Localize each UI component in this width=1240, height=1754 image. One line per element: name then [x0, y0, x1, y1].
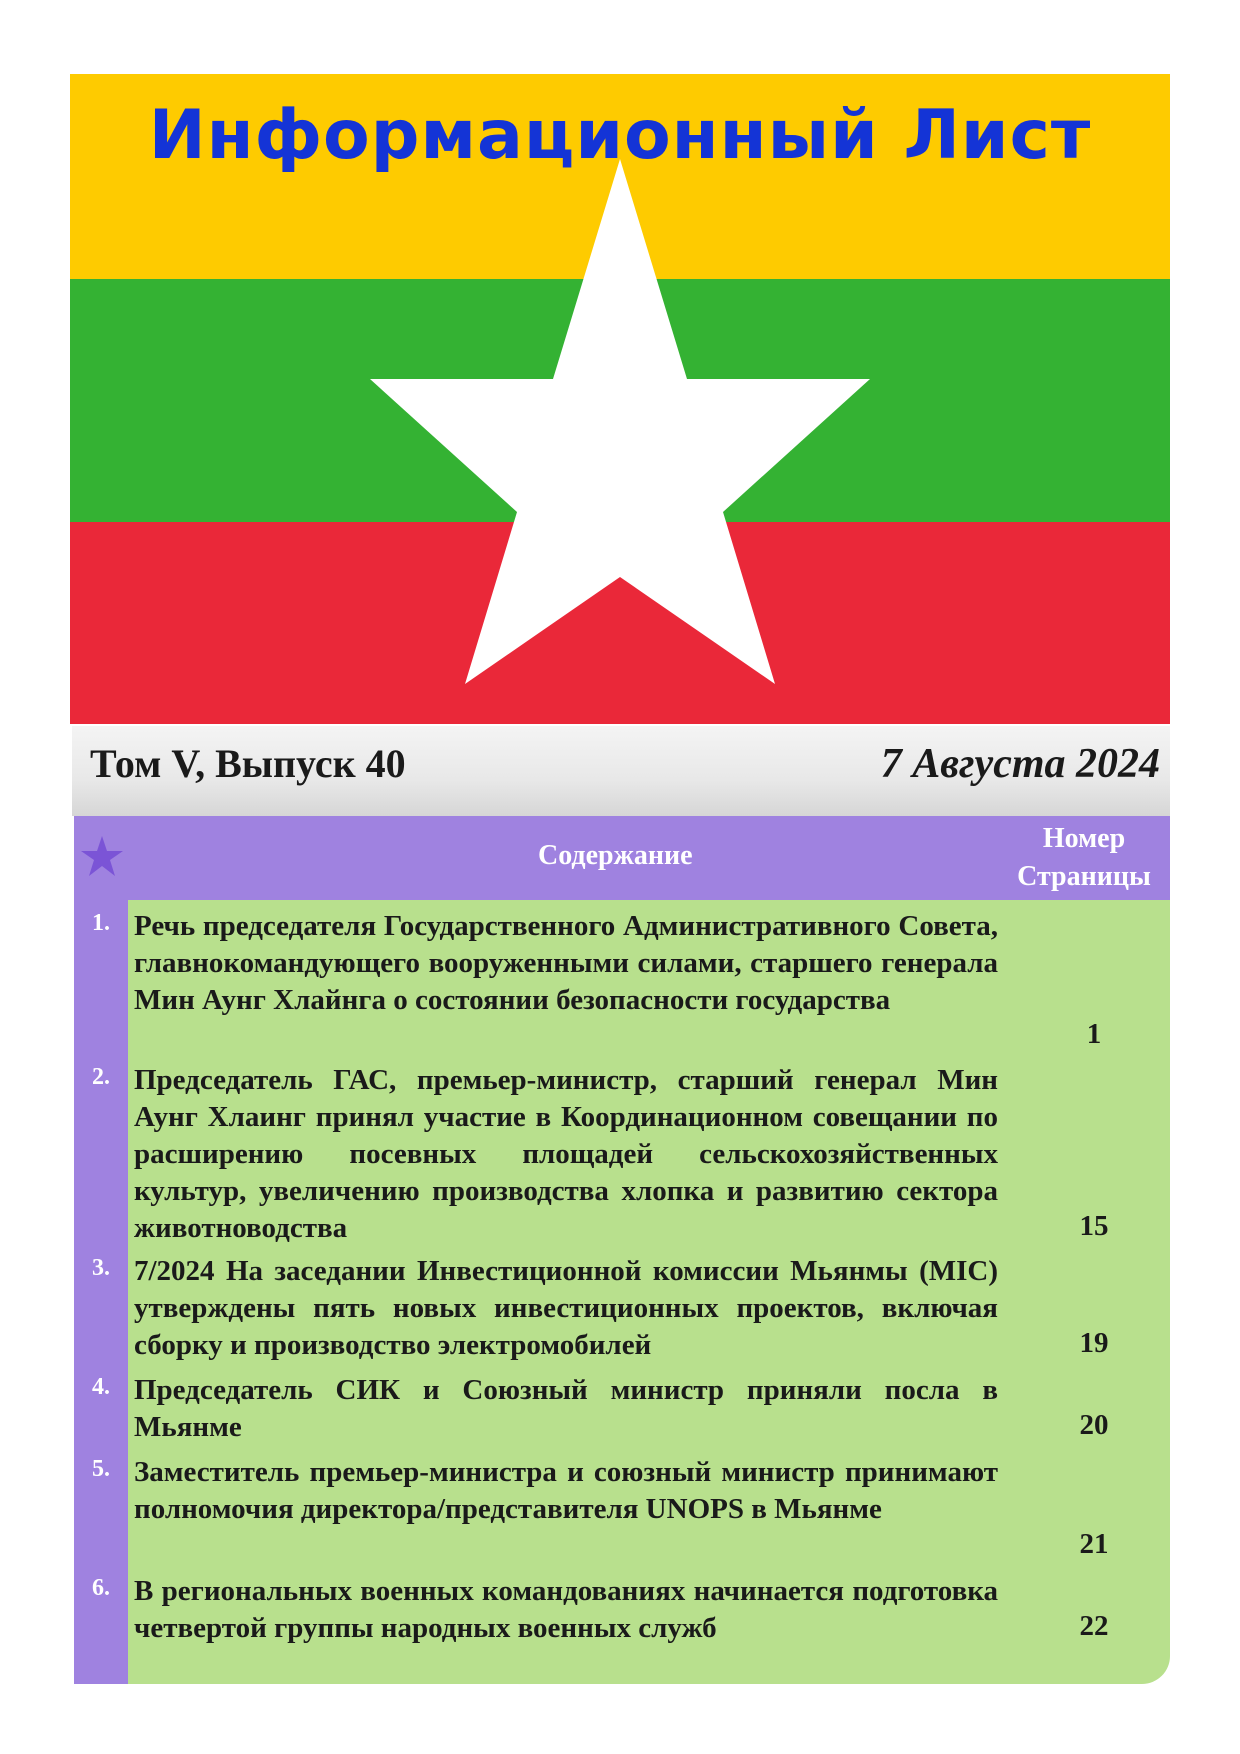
- toc-contents-label: Содержание: [538, 840, 693, 871]
- item-title: В региональных военных командованиях начинается подготовка четвертой группы народных военных служб: [134, 1575, 998, 1644]
- item-page: 20: [1079, 1409, 1109, 1441]
- star-icon: [80, 834, 124, 878]
- volume-issue: Том V, Выпуск 40: [90, 741, 406, 786]
- item-page: 22: [1079, 1610, 1109, 1642]
- item-title: Речь председателя Государственного Административного Совета, главнокомандующего вооруженными силами, старшего генерала Мин Аунг Хлайнга о состоянии безопасности государства: [134, 910, 998, 1016]
- toc-page-label: [1004, 820, 1164, 896]
- table-of-contents: [74, 816, 1170, 1684]
- item-number: 5.: [92, 1456, 110, 1482]
- page-title: Информационный Лист: [148, 96, 1092, 175]
- item-page: 19: [1079, 1327, 1109, 1359]
- item-page: 1: [1086, 1018, 1102, 1050]
- item-number: 4.: [92, 1374, 110, 1400]
- item-page: 21: [1079, 1528, 1109, 1560]
- item-number: 2.: [92, 1064, 110, 1090]
- item-title: Председатель ГАС, премьер-министр, старший генерал Мин Аунг Хлаинг принял участие в Координационном совещании по расширению посевных площадей сельскохозяйственных культур, увеличению производства хлопка и развитию сектора животноводства: [134, 1064, 998, 1244]
- issue-bar: [72, 726, 1170, 816]
- toc-page-label-line1: Номер: [1042, 823, 1126, 854]
- item-title: Заместитель премьер-министра и союзный министр принимают полномочия директора/представителя UNOPS в Мьянме: [134, 1456, 998, 1525]
- flag-banner: [70, 74, 1170, 724]
- item-title: Председатель СИК и Союзный министр приняли посла в Мьянме: [134, 1374, 998, 1443]
- toc-header: [128, 816, 1170, 900]
- item-number: 1.: [92, 910, 110, 936]
- issue-date: 7 Августа 2024: [880, 741, 1160, 787]
- item-title: 7/2024 На заседании Инвестиционной комиссии Мьянмы (MIC) утверждены пять новых инвестиционных проектов, включая сборку и производство электромобилей: [134, 1255, 998, 1361]
- item-number: 3.: [92, 1255, 110, 1281]
- toc-page-label-line2: Страницы: [1017, 861, 1151, 892]
- toc-sidebar: [74, 816, 128, 1684]
- item-page: 15: [1079, 1210, 1109, 1242]
- item-number: 6.: [92, 1575, 110, 1601]
